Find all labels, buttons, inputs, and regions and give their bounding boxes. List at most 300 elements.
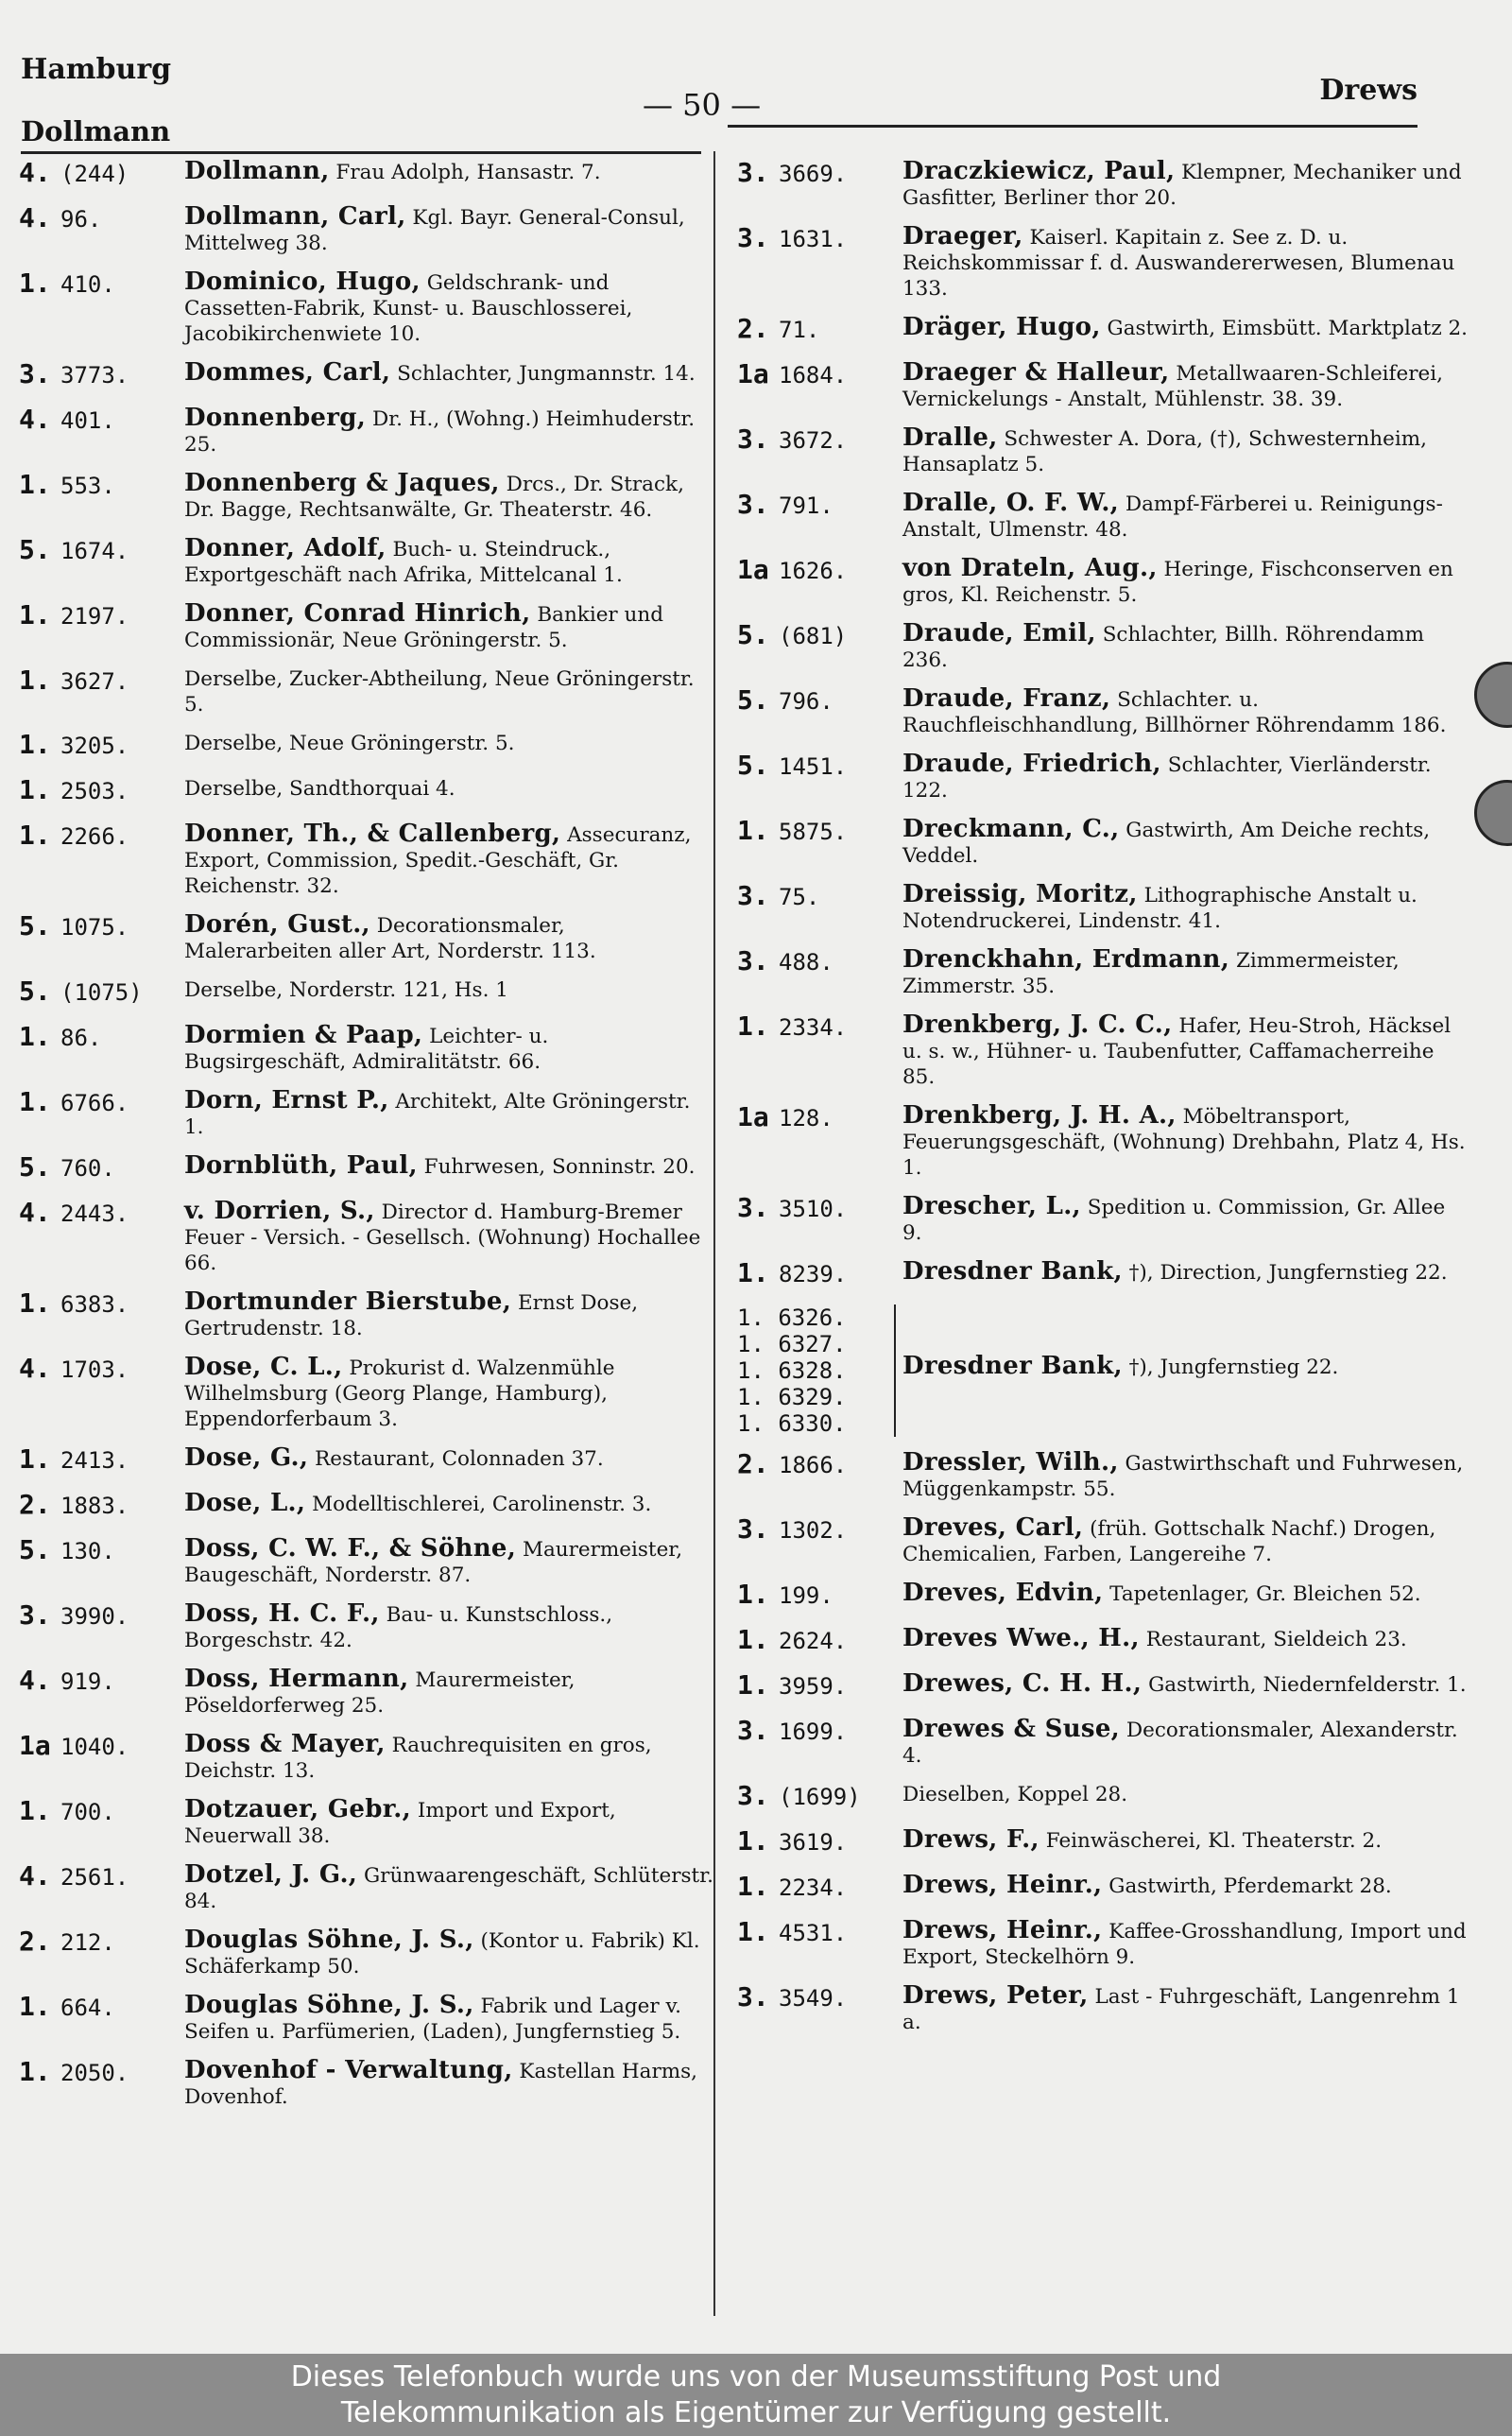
listing-entry bbox=[19, 1153, 713, 1185]
listing-description: Maurermeister, Pöseldorferweg 25. bbox=[184, 1668, 576, 1718]
running-head-left-keyword: Dollmann bbox=[21, 115, 171, 147]
exchange-zone: 5. bbox=[19, 1534, 51, 1565]
listing-number bbox=[19, 204, 180, 233]
listing-description: Decorationsmaler, Malerarbeiten aller Art, Norderstr. 113. bbox=[184, 914, 596, 963]
listing-number bbox=[737, 1827, 898, 1857]
listing-description: Gastwirth, Eimsbütt. Marktplatz 2. bbox=[1107, 317, 1468, 340]
phone-number: 791. bbox=[779, 492, 833, 519]
listing-number bbox=[19, 912, 180, 942]
listing-entry bbox=[19, 666, 713, 717]
exchange-zone: 1a bbox=[737, 358, 769, 389]
listing-entry bbox=[737, 1782, 1469, 1814]
exchange-zone: 2. bbox=[737, 313, 769, 344]
listing-entry bbox=[737, 1873, 1469, 1905]
listing-name: Draude, Emil, bbox=[902, 619, 1096, 648]
exchange-zone: 1. bbox=[737, 1871, 769, 1902]
listing-name: Donnenberg & Jaques, bbox=[184, 469, 500, 497]
exchange-zone: 4. bbox=[19, 1665, 51, 1696]
exchange-zone: 2. bbox=[737, 1448, 769, 1479]
exchange-zone: 1. bbox=[19, 665, 51, 696]
phone-number: 1302. bbox=[779, 1517, 848, 1544]
listing-number bbox=[19, 1797, 180, 1826]
exchange-zone: 4. bbox=[19, 202, 51, 233]
exchange-zone: 1. bbox=[19, 1991, 51, 2022]
exchange-zone: 1. bbox=[737, 1011, 769, 1042]
exchange-zone: 3. bbox=[737, 1981, 769, 2013]
listing-name: Douglas Söhne, J. S., bbox=[184, 1926, 474, 1954]
phone-number: 2266. bbox=[60, 823, 129, 850]
listing-entry bbox=[737, 315, 1469, 347]
listing-number bbox=[19, 731, 180, 760]
listing-number bbox=[737, 1012, 898, 1042]
listing-name: Dollmann, bbox=[184, 157, 330, 185]
listing-name: Drews, Peter, bbox=[902, 1981, 1089, 2010]
listing-name: Doss, H. C. F., bbox=[184, 1599, 380, 1628]
exchange-zone: 1. bbox=[19, 268, 51, 299]
listing-description: Tapetenlager, Gr. Bleichen 52. bbox=[1109, 1582, 1421, 1606]
phone-number: 3773. bbox=[60, 362, 129, 389]
listing-name: Dose, L., bbox=[184, 1489, 306, 1517]
listing-number bbox=[19, 1445, 180, 1475]
listing-description: Derselbe, Sandthorquai 4. bbox=[184, 777, 455, 801]
listing-name: Draude, Franz, bbox=[902, 684, 1111, 713]
listing-number: 1. 6330. bbox=[737, 1410, 847, 1437]
listing-name: Dotzel, J. G., bbox=[184, 1860, 358, 1889]
listing-description: Drcs., Dr. Strack, Dr. Bagge, Rechtsanwälte, Gr. Theaterstr. 46. bbox=[184, 473, 684, 522]
exchange-zone: 5. bbox=[19, 910, 51, 942]
listing-number bbox=[19, 666, 180, 696]
phone-number: 2561. bbox=[60, 1864, 129, 1891]
listing-number bbox=[19, 1289, 180, 1319]
listing-text bbox=[902, 1352, 1338, 1380]
listing-name: Doss & Mayer, bbox=[184, 1730, 386, 1758]
listing-description: †), Jungfernstieg 22. bbox=[1128, 1356, 1339, 1379]
phone-number: 71. bbox=[779, 317, 820, 343]
phone-number: 199. bbox=[779, 1582, 833, 1609]
listing-name: Draeger, bbox=[902, 222, 1023, 251]
exchange-zone: 1. bbox=[19, 820, 51, 851]
listing-entry bbox=[19, 1491, 713, 1523]
listing-entry bbox=[19, 536, 713, 588]
exchange-zone: 1. bbox=[19, 1086, 51, 1117]
exchange-zone: 4. bbox=[19, 157, 51, 188]
exchange-zone: 3. bbox=[19, 358, 51, 389]
exchange-zone: 5. bbox=[19, 976, 51, 1007]
exchange-zone: 1. bbox=[737, 1916, 769, 1947]
phone-number: 1699. bbox=[779, 1719, 848, 1745]
phone-number: 1075. bbox=[60, 914, 129, 941]
phone-number: 75. bbox=[779, 884, 820, 910]
listing-description: Möbeltransport, Feuerungsgeschäft, (Wohnung) Drehbahn, Platz 4, Hs. 1. bbox=[902, 1105, 1466, 1180]
exchange-zone: 3. bbox=[737, 1513, 769, 1545]
exchange-zone: 1. bbox=[19, 774, 51, 805]
footer-credit bbox=[0, 2354, 1512, 2436]
phone-number: 3510. bbox=[779, 1196, 848, 1222]
footer-line-1: Dieses Telefonbuch wurde uns von der Museumsstiftung Post und bbox=[290, 2360, 1222, 2393]
phone-number: 3619. bbox=[779, 1829, 848, 1856]
listing-name: Dorén, Gust., bbox=[184, 910, 370, 939]
listing-description: Schlachter. u. Rauchfleischhandlung, Billhörner Röhrendamm 186. bbox=[902, 688, 1447, 737]
listing-number bbox=[19, 1088, 180, 1117]
exchange-zone: 1. bbox=[19, 1443, 51, 1475]
listing-entry bbox=[737, 1259, 1469, 1291]
listing-description: Gastwirth, Pferdemarkt 28. bbox=[1108, 1875, 1392, 1898]
punch-hole bbox=[1474, 780, 1512, 846]
listing-description: Heringe, Fischconserven en gros, Kl. Reichenstr. 5. bbox=[902, 558, 1453, 607]
phone-number: 2503. bbox=[60, 778, 129, 804]
listing-name: Drews, Heinr., bbox=[902, 1871, 1103, 1899]
listing-entry bbox=[19, 269, 713, 347]
listing-name: Dovenhof - Verwaltung, bbox=[184, 2056, 513, 2084]
phone-number: 1703. bbox=[60, 1356, 129, 1383]
listing-entry bbox=[737, 1012, 1469, 1090]
right-column bbox=[737, 159, 1469, 2048]
listing-number bbox=[19, 1927, 180, 1957]
listing-name: Dresdner Bank, bbox=[902, 1257, 1123, 1286]
listing-name: Drescher, L., bbox=[902, 1192, 1081, 1220]
phone-number: 553. bbox=[60, 473, 115, 499]
listing-entry bbox=[737, 224, 1469, 302]
listing-name: Dräger, Hugo, bbox=[902, 313, 1101, 341]
phone-number: 4531. bbox=[779, 1920, 848, 1946]
listing-name: Drenkberg, J. C. C., bbox=[902, 1011, 1173, 1039]
phone-number: 3549. bbox=[779, 1985, 848, 2012]
listing-number bbox=[737, 1103, 898, 1132]
phone-number: 130. bbox=[60, 1538, 115, 1564]
listing-entry bbox=[737, 1983, 1469, 2035]
listing-name: Dortmunder Bierstube, bbox=[184, 1287, 512, 1316]
listing-description: Schlachter, Jungmannstr. 14. bbox=[397, 362, 696, 386]
listing-number bbox=[737, 621, 898, 650]
listing-entry bbox=[19, 159, 713, 191]
listing-entry bbox=[737, 1194, 1469, 1246]
listing-number bbox=[737, 491, 898, 520]
listing-number bbox=[737, 224, 898, 253]
listing-entry bbox=[737, 1103, 1469, 1181]
header-rule-right bbox=[728, 125, 1418, 128]
listing-entry bbox=[737, 425, 1469, 477]
phone-number: 700. bbox=[60, 1799, 115, 1825]
listing-entry bbox=[737, 752, 1469, 803]
listing-number bbox=[737, 1873, 898, 1902]
exchange-zone: 1. bbox=[737, 815, 769, 846]
phone-number: 2197. bbox=[60, 603, 129, 630]
phone-number: 1866. bbox=[779, 1452, 848, 1478]
listing-number bbox=[19, 1355, 180, 1384]
listing-number bbox=[737, 947, 898, 976]
listing-entry bbox=[19, 1667, 713, 1719]
listing-number bbox=[19, 2058, 180, 2087]
listing-name: Dreissig, Moritz, bbox=[902, 880, 1138, 908]
listing-entry bbox=[737, 621, 1469, 673]
listing-entry bbox=[19, 776, 713, 808]
phone-number: 3959. bbox=[779, 1673, 848, 1700]
listing-number bbox=[737, 817, 898, 846]
listing-number bbox=[737, 1626, 898, 1655]
listing-number: 1. 6328. bbox=[737, 1357, 847, 1384]
listing-number bbox=[19, 977, 180, 1007]
listing-entry bbox=[737, 1918, 1469, 1970]
listing-description: Prokurist d. Walzenmühle Wilhelmsburg (Georg Plange, Hamburg), Eppendorferbaum 3. bbox=[184, 1356, 615, 1431]
listing-description: Kaffee-Grosshandlung, Import und Export, Steckelhörn 9. bbox=[902, 1920, 1467, 1969]
listing-name: Dresdner Bank, bbox=[902, 1352, 1123, 1380]
phone-number: 5875. bbox=[779, 819, 848, 845]
exchange-zone: 3. bbox=[737, 880, 769, 911]
listing-entry bbox=[737, 1671, 1469, 1703]
listing-number bbox=[19, 1862, 180, 1892]
listing-name: Dreves, Edvin, bbox=[902, 1579, 1104, 1607]
listing-description: Dampf-Färberei u. Reinigungs-Anstalt, Ulmenstr. 48. bbox=[902, 492, 1443, 542]
listing-name: Drenkberg, J. H. A., bbox=[902, 1101, 1177, 1130]
exchange-zone: 3. bbox=[737, 489, 769, 520]
exchange-zone: 1a bbox=[737, 554, 769, 585]
phone-number: 2413. bbox=[60, 1447, 129, 1474]
exchange-zone: 5. bbox=[737, 619, 769, 650]
exchange-zone: 4. bbox=[19, 1197, 51, 1228]
exchange-zone: 2. bbox=[19, 1926, 51, 1957]
listing-entry bbox=[19, 1355, 713, 1432]
listing-description: Schlachter, Vierländerstr. 122. bbox=[902, 753, 1432, 803]
listing-entry bbox=[19, 360, 713, 392]
phone-number: 2443. bbox=[60, 1201, 129, 1227]
listing-name: Draczkiewicz, Paul, bbox=[902, 157, 1176, 185]
listing-entry bbox=[737, 1626, 1469, 1658]
phone-number: 796. bbox=[779, 688, 833, 715]
listing-entry bbox=[19, 1862, 713, 1914]
phone-number: (244) bbox=[60, 161, 129, 187]
phone-number: 1674. bbox=[60, 538, 129, 564]
listing-number bbox=[19, 1491, 180, 1520]
exchange-zone: 4. bbox=[19, 1860, 51, 1892]
listing-name: Doss, C. W. F., & Söhne, bbox=[184, 1534, 517, 1563]
listing-name: Dommes, Carl, bbox=[184, 358, 391, 387]
listing-name: Dollmann, Carl, bbox=[184, 202, 406, 231]
listing-number bbox=[737, 1983, 898, 2013]
listing-number bbox=[737, 1671, 898, 1701]
listing-description: Leichter- u. Bugsirgeschäft, Admiralitätstr. 66. bbox=[184, 1025, 549, 1074]
listing-number bbox=[737, 686, 898, 716]
listing-number bbox=[737, 425, 898, 455]
listing-entry bbox=[19, 1732, 713, 1784]
phone-number: 3990. bbox=[60, 1603, 129, 1630]
listing-number bbox=[19, 776, 180, 805]
listing-name: Dralle, bbox=[902, 423, 998, 452]
listing-description: Schlachter, Billh. Röhrendamm 236. bbox=[902, 623, 1424, 672]
listing-number bbox=[737, 1450, 898, 1479]
exchange-zone: 3. bbox=[737, 423, 769, 455]
listing-number bbox=[19, 1732, 180, 1761]
exchange-zone: 3. bbox=[737, 945, 769, 976]
listing-number bbox=[19, 536, 180, 565]
footer-line-2: Telekommunikation als Eigentümer zur Verfügung gestellt. bbox=[340, 2396, 1172, 2429]
listing-number bbox=[19, 1023, 180, 1052]
listing-number bbox=[19, 1153, 180, 1183]
listing-description: †), Direction, Jungfernstieg 22. bbox=[1128, 1261, 1448, 1285]
exchange-zone: 3. bbox=[737, 1715, 769, 1746]
listing-entry bbox=[19, 1927, 713, 1979]
listing-description: Gastwirthschaft und Fuhrwesen, Müggenkampstr. 55. bbox=[902, 1452, 1464, 1501]
listing-entry bbox=[737, 817, 1469, 869]
exchange-zone: 1. bbox=[19, 729, 51, 760]
listing-description: Maurermeister, Baugeschäft, Norderstr. 87. bbox=[184, 1538, 683, 1587]
exchange-zone: 3. bbox=[19, 1599, 51, 1631]
listing-description: Derselbe, Neue Gröningerstr. 5. bbox=[184, 732, 515, 755]
phone-number: (1075) bbox=[60, 979, 143, 1006]
listing-number bbox=[19, 1199, 180, 1228]
exchange-zone: 1. bbox=[737, 1579, 769, 1610]
listing-entry bbox=[19, 1289, 713, 1341]
listing-description: Kgl. Bayr. General-Consul, Mittelweg 38. bbox=[184, 206, 685, 255]
phone-number: 6383. bbox=[60, 1291, 129, 1318]
listing-name: Dominico, Hugo, bbox=[184, 268, 421, 296]
running-head-city: Hamburg bbox=[21, 53, 172, 86]
listing-number bbox=[19, 1667, 180, 1696]
listing-name: Drews, F., bbox=[902, 1825, 1040, 1854]
phone-number: 410. bbox=[60, 271, 115, 298]
phone-number: 8239. bbox=[779, 1261, 848, 1287]
listing-entry bbox=[737, 1717, 1469, 1769]
listing-name: Drews, Heinr., bbox=[902, 1916, 1103, 1944]
listing-description: Restaurant, Colonnaden 37. bbox=[315, 1447, 604, 1471]
phone-number: 401. bbox=[60, 407, 115, 434]
exchange-zone: 4. bbox=[19, 404, 51, 435]
exchange-zone: 1a bbox=[737, 1101, 769, 1132]
listing-number bbox=[737, 1717, 898, 1746]
listing-description: Spedition u. Commission, Gr. Allee 9. bbox=[902, 1196, 1446, 1245]
listing-entry bbox=[737, 1827, 1469, 1859]
listing-entry bbox=[737, 360, 1469, 412]
listing-entry bbox=[19, 1993, 713, 2045]
phone-number: 6766. bbox=[60, 1090, 129, 1116]
phone-number: (1699) bbox=[779, 1784, 861, 1810]
exchange-zone: 5. bbox=[19, 1151, 51, 1183]
listing-description: Kastellan Harms, Dovenhof. bbox=[184, 2060, 698, 2109]
punch-hole bbox=[1474, 662, 1512, 728]
listing-description: Geldschrank- und Cassetten-Fabrik, Kunst- u. Bauschlosserei, Jacobikirchenwiete 10. bbox=[184, 271, 633, 346]
listing-number bbox=[737, 556, 898, 585]
phone-number: 3627. bbox=[60, 668, 129, 695]
listing-entry bbox=[19, 1601, 713, 1653]
phone-number: 488. bbox=[779, 949, 833, 976]
listing-description: Architekt, Alte Gröningerstr. 1. bbox=[184, 1090, 691, 1139]
phone-number: 86. bbox=[60, 1025, 102, 1051]
listing-entry bbox=[19, 821, 713, 899]
listing-description: Bankier und Commissionär, Neue Gröningerstr. 5. bbox=[184, 603, 663, 652]
exchange-zone: 1. bbox=[737, 1624, 769, 1655]
listing-description: Gastwirth, Niedernfelderstr. 1. bbox=[1148, 1673, 1467, 1697]
listing-description: Ernst Dose, Gertrudenstr. 18. bbox=[184, 1291, 639, 1340]
listing-description: Kaiserl. Kapitain z. See z. D. u. Reichskommissar f. d. Auswandererwesen, Blumenau 133. bbox=[902, 226, 1455, 301]
listing-number bbox=[737, 882, 898, 911]
listing-number bbox=[19, 471, 180, 500]
listing-entry bbox=[19, 1445, 713, 1477]
listing-number bbox=[737, 1259, 898, 1288]
listing-entry bbox=[19, 1797, 713, 1849]
listing-number-group bbox=[737, 1304, 896, 1437]
listing-description: Fabrik und Lager v. Seifen u. Parfümerien, (Laden), Jungfernstieg 5. bbox=[184, 1995, 681, 2044]
listing-name: Drewes, C. H. H., bbox=[902, 1669, 1143, 1698]
listing-entry bbox=[19, 601, 713, 653]
listing-name: Draude, Friedrich, bbox=[902, 750, 1161, 778]
listing-name: v. Dorrien, S., bbox=[184, 1197, 375, 1225]
listing-number bbox=[19, 406, 180, 435]
left-column bbox=[19, 159, 713, 2123]
listing-description: Bau- u. Kunstschloss., Borgeschstr. 42. bbox=[184, 1603, 613, 1652]
listing-description: Dieselben, Koppel 28. bbox=[902, 1783, 1128, 1806]
listing-name: Dormien & Paap, bbox=[184, 1021, 423, 1049]
exchange-zone: 1. bbox=[19, 2056, 51, 2087]
listing-number bbox=[19, 1993, 180, 2022]
listing-number bbox=[737, 1515, 898, 1545]
phone-number: 3669. bbox=[779, 161, 848, 187]
listing-description: Rauchrequisiten en gros, Deichstr. 13. bbox=[184, 1734, 652, 1783]
listing-entry bbox=[19, 1199, 713, 1276]
listing-entry bbox=[737, 159, 1469, 211]
listing-name: Dralle, O. F. W., bbox=[902, 489, 1120, 517]
listing-entry bbox=[737, 686, 1469, 738]
exchange-zone: 4. bbox=[19, 1353, 51, 1384]
listing-description: Schwester A. Dora, (†), Schwesternheim, Hansaplatz 5. bbox=[902, 427, 1427, 476]
listing-number bbox=[19, 821, 180, 851]
listing-name: Dose, C. L., bbox=[184, 1353, 343, 1381]
listing-entry bbox=[19, 977, 713, 1010]
listing-number bbox=[737, 1782, 898, 1811]
listing-entry bbox=[19, 1088, 713, 1140]
listing-number bbox=[19, 360, 180, 389]
phone-number: 1040. bbox=[60, 1734, 129, 1760]
phone-number: 664. bbox=[60, 1995, 115, 2021]
listing-description: Director d. Hamburg-Bremer Feuer - Versich. - Gesellsch. (Wohnung) Hochallee 66. bbox=[184, 1201, 701, 1275]
exchange-zone: 1. bbox=[737, 1257, 769, 1288]
listing-name: Drewes & Suse, bbox=[902, 1715, 1121, 1743]
listing-description: Last - Fuhrgeschäft, Langenrehm 1 a. bbox=[902, 1985, 1460, 2034]
listing-description: Zimmermeister, Zimmerstr. 35. bbox=[902, 949, 1400, 998]
exchange-zone: 2. bbox=[19, 1489, 51, 1520]
listing-entry bbox=[737, 882, 1469, 934]
phone-number: 128. bbox=[779, 1105, 833, 1132]
listing-entry bbox=[737, 1515, 1469, 1567]
listing-entry bbox=[737, 491, 1469, 543]
listing-name: Dreves Wwe., H., bbox=[902, 1624, 1140, 1652]
listing-name: Doss, Hermann, bbox=[184, 1665, 409, 1693]
listing-description: Restaurant, Sieldeich 23. bbox=[1145, 1628, 1407, 1651]
listing-name: Donner, Adolf, bbox=[184, 534, 387, 562]
listing-number bbox=[19, 159, 180, 188]
phone-number: (681) bbox=[779, 623, 848, 649]
listing-number bbox=[19, 1536, 180, 1565]
listing-name: Drenckhahn, Erdmann, bbox=[902, 945, 1230, 974]
listing-name: von Drateln, Aug., bbox=[902, 554, 1158, 582]
listing-name: Donner, Th., & Callenberg, bbox=[184, 820, 561, 848]
listing-name: Donnenberg, bbox=[184, 404, 367, 432]
listing-name: Dreckmann, C., bbox=[902, 815, 1120, 843]
listing-group bbox=[737, 1304, 1469, 1437]
listing-entry bbox=[19, 912, 713, 964]
phone-number: 1883. bbox=[60, 1493, 129, 1519]
exchange-zone: 1. bbox=[737, 1825, 769, 1857]
listing-description: Derselbe, Norderstr. 121, Hs. 1 bbox=[184, 978, 508, 1002]
listing-number bbox=[737, 159, 898, 188]
exchange-zone: 1. bbox=[19, 1021, 51, 1052]
listing-name: Donner, Conrad Hinrich, bbox=[184, 599, 531, 628]
listing-description: Decorationsmaler, Alexanderstr. 4. bbox=[902, 1719, 1458, 1768]
listing-name: Dreves, Carl, bbox=[902, 1513, 1084, 1542]
listing-entry bbox=[737, 1581, 1469, 1613]
phone-number: 1684. bbox=[779, 362, 848, 389]
phone-number: 760. bbox=[60, 1155, 115, 1182]
exchange-zone: 3. bbox=[737, 1192, 769, 1223]
listing-name: Douglas Söhne, J. S., bbox=[184, 1991, 474, 2019]
